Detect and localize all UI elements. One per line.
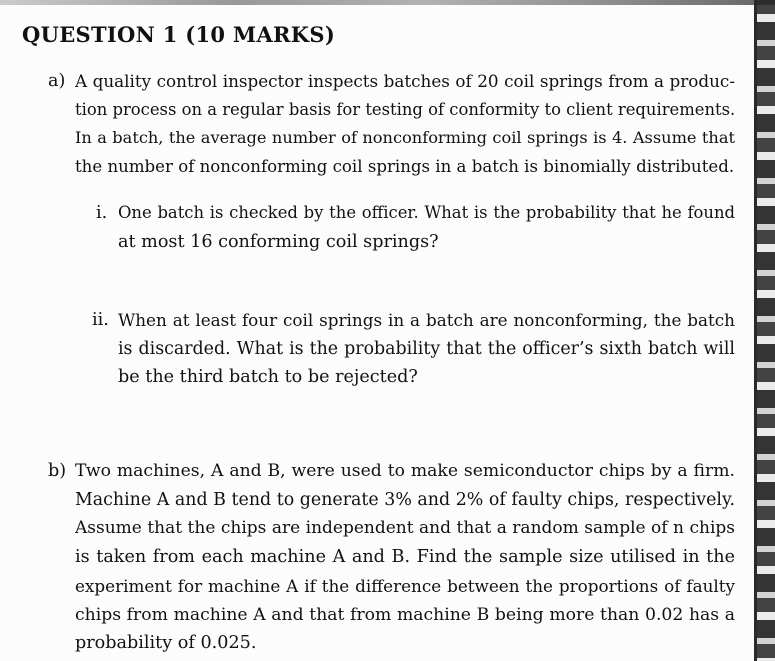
part-a-i-line: One batch is checked by the officer. What is the probability that he found <box>118 203 735 222</box>
part-b-line: Assume that the chips are independent and that a random sample of n chips <box>75 518 735 539</box>
part-b-line: chips from machine A and that from machine B being more than 0.02 has a <box>75 604 735 625</box>
part-a-label: a) <box>48 71 66 91</box>
part-a-ii-line: is discarded. What is the probability that the officer’s sixth batch will <box>118 338 735 359</box>
part-b-line: Machine A and B tend to generate 3% and 2% of faulty chips, respectively. <box>75 489 735 510</box>
part-b-line: Two machines, A and B, were used to make semiconductor chips by a firm. <box>75 461 735 481</box>
part-b-text <box>75 457 735 658</box>
part-a-line: the number of nonconforming coil springs in a batch is binomially distributed. <box>75 157 735 177</box>
part-a-i-label: i. <box>96 203 108 223</box>
part-a-ii-text <box>118 306 735 392</box>
part-a-i-line: at most 16 conforming coil springs? <box>118 231 439 252</box>
part-b-line: probability of 0.025. <box>75 633 257 654</box>
scan-artifact-top <box>0 0 775 5</box>
part-a-ii-line: be the third batch to be rejected? <box>118 367 418 388</box>
part-a-ii-line: When at least four coil springs in a batch are nonconforming, the batch <box>118 310 735 330</box>
part-a-text <box>75 67 735 182</box>
part-b-line: experiment for machine A if the difference between the proportions of faulty <box>75 575 735 596</box>
part-a-i-text <box>118 199 735 256</box>
scan-artifact-right <box>757 0 775 661</box>
question-heading: QUESTION 1 (10 MARKS) <box>22 22 336 47</box>
part-b-line: is taken from each machine A and B. Find the sample size utilised in the <box>75 547 735 568</box>
part-a-line: tion process on a regular basis for testing of conformity to client requirements. <box>75 99 735 119</box>
part-a-line: In a batch, the average number of nonconforming coil springs is 4. Assume that <box>75 128 735 148</box>
part-b-label: b) <box>48 461 67 481</box>
part-a-line: A quality control inspector inspects batches of 20 coil springs from a produc- <box>75 71 735 91</box>
part-a-ii-label: ii. <box>92 310 109 330</box>
